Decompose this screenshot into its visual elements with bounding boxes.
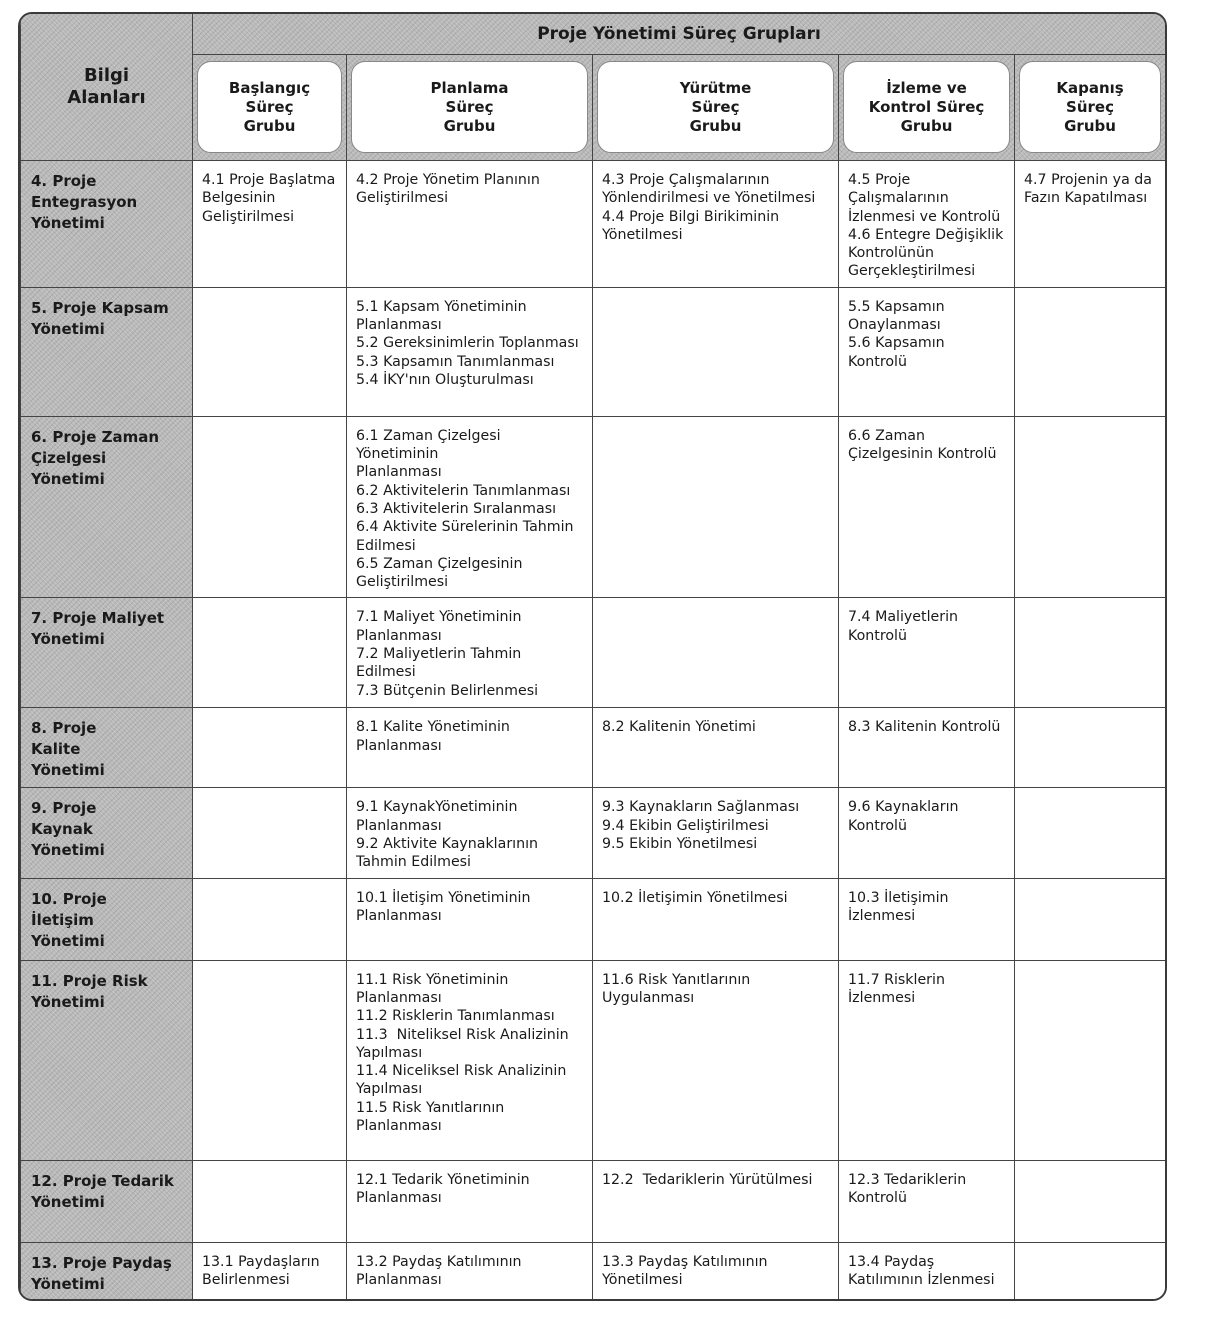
process-cell-initiating bbox=[193, 416, 347, 598]
process-text-line: Planlanması bbox=[356, 737, 442, 754]
process-text-line: Planlanması bbox=[356, 627, 442, 644]
knowledge-area-label-line: Yönetimi bbox=[31, 841, 105, 860]
table-row bbox=[21, 878, 1166, 960]
process-text-line: 9.6 Kaynakların bbox=[848, 799, 959, 816]
process-text-line: 7.2 Maliyetlerin Tahmin Edilmesi bbox=[356, 646, 526, 681]
process-text-line: Planlanması bbox=[356, 1189, 442, 1206]
process-text-line: Fazın Kapatılması bbox=[1024, 190, 1148, 207]
knowledge-area-label-line: Yönetimi bbox=[31, 630, 105, 649]
process-groups-table bbox=[20, 14, 1166, 1301]
group-header-monitoring-controlling bbox=[839, 55, 1015, 161]
group-label-line: İzleme ve bbox=[886, 78, 967, 97]
process-text-line: 4.5 Proje bbox=[848, 172, 911, 188]
knowledge-areas-header-line: Alanları bbox=[67, 87, 146, 108]
knowledge-area-label-line: Yönetimi bbox=[31, 214, 105, 232]
process-text-line: Çizelgesinin Kontrolü bbox=[848, 446, 997, 463]
group-pill bbox=[197, 61, 342, 153]
process-cell-initiating bbox=[193, 598, 347, 708]
knowledge-area-label-line: 13. Proje Paydaş bbox=[31, 1253, 172, 1272]
process-text-line: 9.1 KaynakYönetiminin bbox=[356, 799, 518, 816]
process-text-line: 7.1 Maliyet Yönetiminin bbox=[356, 609, 522, 626]
process-text-line: 11.1 Risk Yönetiminin bbox=[356, 971, 509, 988]
process-text-line: 11.5 Risk Yanıtlarının bbox=[356, 1099, 505, 1116]
process-text-line: 4.4 Proje Bilgi Birikiminin bbox=[602, 208, 780, 225]
process-text-line: Planlanması bbox=[356, 907, 442, 924]
process-text-line: Planlanması bbox=[356, 1271, 442, 1288]
process-cell-initiating bbox=[193, 161, 347, 288]
process-cell-executing bbox=[593, 1160, 839, 1242]
knowledge-area-label-line: 6. Proje Zaman bbox=[31, 427, 160, 446]
knowledge-area-label-line: 7. Proje Maliyet bbox=[31, 609, 165, 628]
process-cell-monitoring-controlling bbox=[839, 598, 1015, 708]
process-text-line: 5.5 Kapsamın bbox=[848, 298, 945, 315]
process-cell-executing bbox=[593, 161, 839, 288]
process-text-line: 10.3 İletişimin bbox=[848, 889, 949, 906]
process-cell-closing bbox=[1015, 788, 1166, 878]
process-text-line: 4.7 Projenin ya da bbox=[1024, 172, 1152, 188]
knowledge-area-cell bbox=[21, 161, 193, 288]
process-cell-planning bbox=[347, 960, 593, 1160]
process-cell-closing bbox=[1015, 708, 1166, 788]
knowledge-area-label-line: 4. Proje bbox=[31, 172, 97, 190]
group-label-line: Süreç bbox=[245, 97, 294, 116]
knowledge-area-cell bbox=[21, 960, 193, 1160]
knowledge-area-label-line: Yönetimi bbox=[31, 1274, 105, 1293]
process-text-line: 4.6 Entegre Değişiklik bbox=[848, 226, 1004, 243]
knowledge-area-cell bbox=[21, 416, 193, 598]
group-label-line: Yürütme bbox=[679, 78, 752, 97]
group-label-line: Grubu bbox=[1064, 116, 1116, 135]
process-cell-planning bbox=[347, 287, 593, 416]
process-text-line: 11.2 Risklerin Tanımlanması bbox=[356, 1008, 555, 1025]
knowledge-area-label-line: Yönetimi bbox=[31, 761, 105, 780]
process-text-line: 5.6 Kapsamın bbox=[848, 335, 945, 352]
process-text-line: 12.1 Tedarik Yönetiminin bbox=[356, 1171, 530, 1188]
process-cell-executing bbox=[593, 1242, 839, 1301]
knowledge-area-label-line: Yönetimi bbox=[31, 1192, 105, 1211]
knowledge-area-label-line: 10. Proje bbox=[31, 889, 107, 908]
process-cell-planning bbox=[347, 1242, 593, 1301]
process-cell-initiating bbox=[193, 708, 347, 788]
knowledge-area-cell bbox=[21, 1160, 193, 1242]
group-label-line: Kontrol Süreç bbox=[868, 97, 985, 116]
process-text-line: Uygulanması bbox=[602, 989, 695, 1006]
process-cell-closing bbox=[1015, 598, 1166, 708]
process-text-line: 10.1 İletişim Yönetiminin bbox=[356, 889, 531, 906]
group-label-line: Grubu bbox=[443, 116, 496, 135]
process-cell-initiating bbox=[193, 960, 347, 1160]
process-cell-executing bbox=[593, 788, 839, 878]
process-cell-initiating bbox=[193, 1160, 347, 1242]
knowledge-area-cell bbox=[21, 788, 193, 878]
process-cell-planning bbox=[347, 878, 593, 960]
process-text-line: 5.2 Gereksinimlerin Toplanması bbox=[356, 335, 579, 352]
process-text-line: 13.1 Paydaşların bbox=[202, 1253, 320, 1270]
table-row bbox=[21, 1242, 1166, 1301]
table-row bbox=[21, 161, 1166, 288]
process-text-line: Yönetilmesi bbox=[602, 226, 683, 243]
process-text-line: 11.7 Risklerin bbox=[848, 971, 945, 988]
process-text-line: 5.4 İKY'nın Oluşturulması bbox=[356, 371, 534, 388]
process-text-line: 6.3 Aktivitelerin Sıralanması bbox=[356, 500, 557, 517]
group-label-line: Süreç bbox=[691, 97, 740, 116]
process-text-line: Yapılması bbox=[356, 1081, 423, 1098]
process-cell-monitoring-controlling bbox=[839, 287, 1015, 416]
process-text-line: Belgesinin bbox=[202, 190, 276, 207]
process-text-line: Kontrolünün bbox=[848, 245, 934, 262]
group-label-line: Başlangıç bbox=[228, 78, 311, 97]
process-text-line: 8.2 Kalitenin Yönetimi bbox=[602, 719, 756, 736]
process-text-line: 9.2 Aktivite Kaynaklarının bbox=[356, 836, 539, 853]
process-text-line: 5.3 Kapsamın Tanımlanması bbox=[356, 353, 555, 370]
group-header-executing bbox=[593, 55, 839, 161]
process-text-line: İzlenmesi bbox=[848, 989, 916, 1006]
process-cell-monitoring-controlling bbox=[839, 1242, 1015, 1301]
process-cell-closing bbox=[1015, 1160, 1166, 1242]
group-header-initiating bbox=[193, 55, 347, 161]
process-text-line: Kontrolü bbox=[848, 817, 907, 834]
table-title: Proje Yönetimi Süreç Grupları bbox=[193, 14, 1166, 55]
process-cell-planning bbox=[347, 1160, 593, 1242]
process-text-line: 7.3 Bütçenin Belirlenmesi bbox=[356, 682, 539, 699]
process-text-line: Geliştirilmesi bbox=[356, 190, 449, 207]
process-text-line: 6.1 Zaman Çizelgesi Yönetiminin bbox=[356, 427, 506, 463]
process-text-line: Planlanması bbox=[356, 989, 442, 1006]
knowledge-area-label-line: Kaynak bbox=[31, 820, 93, 839]
knowledge-area-label-line: 11. Proje Risk bbox=[31, 971, 148, 990]
process-text-line: Planlanması bbox=[356, 464, 442, 481]
process-text-line: Planlanması bbox=[356, 817, 442, 834]
process-text-line: Kontrolü bbox=[848, 353, 907, 370]
process-cell-planning bbox=[347, 598, 593, 708]
process-cell-monitoring-controlling bbox=[839, 878, 1015, 960]
process-text-line: 4.3 Proje Çalışmalarının bbox=[602, 172, 770, 188]
process-text-line: Belirlenmesi bbox=[202, 1271, 290, 1288]
process-cell-planning bbox=[347, 161, 593, 288]
knowledge-area-label-line: 9. Proje bbox=[31, 799, 97, 818]
process-cell-closing bbox=[1015, 416, 1166, 598]
process-cell-planning bbox=[347, 788, 593, 878]
process-text-line: Yapılması bbox=[356, 1044, 423, 1061]
process-cell-initiating bbox=[193, 878, 347, 960]
process-text-line: Gerçekleştirilmesi bbox=[848, 263, 976, 280]
process-text-line: 11.6 Risk Yanıtlarının bbox=[602, 971, 751, 988]
process-cell-closing bbox=[1015, 960, 1166, 1160]
process-text-line: 7.4 Maliyetlerin bbox=[848, 609, 959, 626]
process-text-line: 10.2 İletişimin Yönetilmesi bbox=[602, 889, 788, 906]
knowledge-areas-header bbox=[21, 14, 193, 161]
process-cell-initiating bbox=[193, 1242, 347, 1301]
knowledge-area-label-line: Kalite bbox=[31, 740, 81, 759]
process-text-line: 6.4 Aktivite Sürelerinin Tahmin bbox=[356, 519, 574, 536]
table-row bbox=[21, 788, 1166, 878]
process-cell-monitoring-controlling bbox=[839, 416, 1015, 598]
table-row bbox=[21, 598, 1166, 708]
knowledge-area-label-line: İletişim bbox=[31, 910, 94, 929]
process-cell-executing bbox=[593, 416, 839, 598]
process-text-line: Kontrolü bbox=[848, 1189, 907, 1206]
process-text-line: Kontrolü bbox=[848, 627, 907, 644]
process-text-line: 9.4 Ekibin Geliştirilmesi bbox=[602, 817, 769, 834]
knowledge-area-label-line: 8. Proje bbox=[31, 719, 97, 738]
process-cell-executing bbox=[593, 708, 839, 788]
process-text-line: 6.5 Zaman Çizelgesinin bbox=[356, 555, 523, 572]
group-header-closing bbox=[1015, 55, 1166, 161]
process-text-line: Planlanması bbox=[356, 317, 442, 334]
group-pill bbox=[597, 61, 834, 153]
group-label-line: Grubu bbox=[689, 116, 742, 135]
process-text-line: İzlenmesi bbox=[848, 907, 916, 924]
process-text-line: 13.4 Paydaş bbox=[848, 1253, 935, 1270]
group-label-line: Grubu bbox=[900, 116, 953, 135]
process-cell-executing bbox=[593, 287, 839, 416]
process-text-line: Geliştirilmesi bbox=[202, 208, 295, 225]
process-text-line: 4.2 Proje Yönetim Planının bbox=[356, 172, 540, 188]
process-text-line: 11.3 Niteliksel Risk Analizinin bbox=[356, 1026, 569, 1043]
group-pill bbox=[1019, 61, 1161, 153]
knowledge-area-label-line: Yönetimi bbox=[31, 931, 105, 950]
process-text-line: 9.5 Ekibin Yönetilmesi bbox=[602, 836, 758, 853]
knowledge-areas-header-line: Bilgi bbox=[83, 65, 130, 86]
knowledge-area-label-line: Çizelgesi bbox=[31, 448, 107, 467]
knowledge-area-cell bbox=[21, 287, 193, 416]
process-text-line: Katılımının İzlenmesi bbox=[848, 1271, 995, 1288]
process-cell-planning bbox=[347, 708, 593, 788]
process-text-line: 12.3 Tedariklerin bbox=[848, 1171, 967, 1188]
process-text-line: 13.2 Paydaş Katılımının bbox=[356, 1253, 522, 1270]
table-row bbox=[21, 960, 1166, 1160]
process-text-line: 4.1 Proje Başlatma bbox=[202, 172, 336, 188]
process-cell-planning bbox=[347, 416, 593, 598]
process-text-line: Çalışmalarının bbox=[848, 190, 949, 207]
process-cell-closing bbox=[1015, 161, 1166, 288]
knowledge-area-label-line: 12. Proje Tedarik bbox=[31, 1171, 174, 1190]
process-cell-monitoring-controlling bbox=[839, 960, 1015, 1160]
process-cell-executing bbox=[593, 960, 839, 1160]
knowledge-area-label-line: Yönetimi bbox=[31, 319, 105, 338]
knowledge-area-label-line: 5. Proje Kapsam bbox=[31, 298, 169, 317]
process-groups-table-frame bbox=[18, 12, 1167, 1301]
process-cell-initiating bbox=[193, 287, 347, 416]
process-cell-initiating bbox=[193, 788, 347, 878]
process-cell-monitoring-controlling bbox=[839, 788, 1015, 878]
group-header-planning bbox=[347, 55, 593, 161]
process-cell-closing bbox=[1015, 878, 1166, 960]
group-label-line: Süreç bbox=[445, 97, 494, 116]
process-text-line: 9.3 Kaynakların Sağlanması bbox=[602, 799, 800, 816]
knowledge-area-cell bbox=[21, 1242, 193, 1301]
process-text-line: Yönetilmesi bbox=[602, 1271, 683, 1288]
process-text-line: Yönlendirilmesi ve Yönetilmesi bbox=[602, 190, 816, 207]
process-text-line: 6.6 Zaman bbox=[848, 427, 925, 444]
process-text-line: 6.2 Aktivitelerin Tanımlanması bbox=[356, 482, 571, 499]
knowledge-area-cell bbox=[21, 878, 193, 960]
process-text-line: 8.1 Kalite Yönetiminin bbox=[356, 719, 510, 736]
process-text-line: 12.2 Tedariklerin Yürütülmesi bbox=[602, 1171, 813, 1188]
table-row bbox=[21, 416, 1166, 598]
process-text-line: 13.3 Paydaş Katılımının bbox=[602, 1253, 768, 1270]
process-text-line: 8.3 Kalitenin Kontrolü bbox=[848, 719, 1001, 736]
process-text-line: İzlenmesi ve Kontrolü bbox=[848, 208, 1001, 225]
process-cell-executing bbox=[593, 878, 839, 960]
process-cell-monitoring-controlling bbox=[839, 708, 1015, 788]
process-text-line: Planlanması bbox=[356, 1118, 442, 1135]
knowledge-area-label-line: Yönetimi bbox=[31, 469, 105, 488]
group-label-line: Süreç bbox=[1066, 97, 1114, 116]
knowledge-area-label-line: Entegrasyon bbox=[31, 193, 138, 211]
process-text-line: Tahmin Edilmesi bbox=[356, 854, 472, 871]
group-label-line: Planlama bbox=[430, 78, 509, 97]
process-cell-executing bbox=[593, 598, 839, 708]
group-label-line: Grubu bbox=[243, 116, 296, 135]
table-row bbox=[21, 708, 1166, 788]
group-pill bbox=[843, 61, 1010, 153]
process-cell-closing bbox=[1015, 287, 1166, 416]
knowledge-area-cell bbox=[21, 598, 193, 708]
knowledge-area-label-line: Yönetimi bbox=[31, 992, 105, 1011]
process-cell-monitoring-controlling bbox=[839, 1160, 1015, 1242]
process-text-line: Onaylanması bbox=[848, 317, 941, 334]
process-cell-monitoring-controlling bbox=[839, 161, 1015, 288]
process-text-line: Geliştirilmesi bbox=[356, 574, 449, 591]
group-label-line: Kapanış bbox=[1056, 78, 1124, 97]
process-text-line: 11.4 Niceliksel Risk Analizinin bbox=[356, 1063, 567, 1080]
process-text-line: 5.1 Kapsam Yönetiminin bbox=[356, 298, 527, 315]
process-text-line: Edilmesi bbox=[356, 537, 416, 554]
table-row bbox=[21, 1160, 1166, 1242]
table-row bbox=[21, 287, 1166, 416]
process-cell-closing bbox=[1015, 1242, 1166, 1301]
group-pill bbox=[351, 61, 588, 153]
knowledge-area-cell bbox=[21, 708, 193, 788]
